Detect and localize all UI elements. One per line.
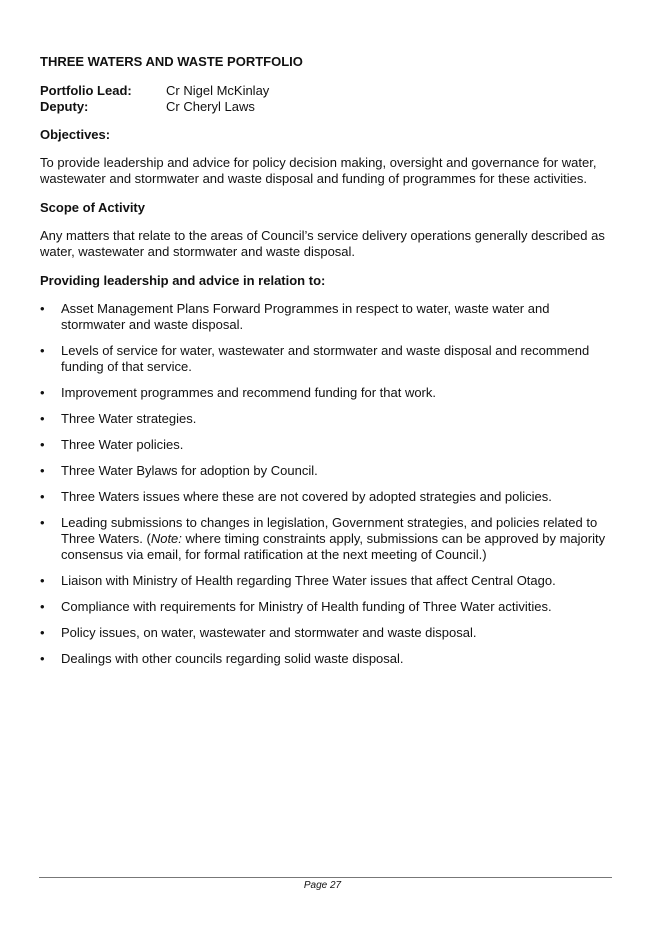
bullet-icon: •	[40, 625, 45, 640]
list-item	[40, 301, 615, 333]
list-item-text: Asset Management Plans Forward Programmes in respect to water, waste water and stormwater and waste disposal.	[61, 301, 550, 332]
list-item-text: Three Water policies.	[61, 437, 184, 452]
bullet-icon: •	[40, 301, 45, 316]
list-item	[40, 437, 615, 453]
bullet-icon: •	[40, 599, 45, 614]
bullet-icon: •	[40, 489, 45, 504]
bullet-icon: •	[40, 515, 45, 530]
bullet-icon: •	[40, 651, 45, 666]
note-label: Note:	[150, 531, 182, 546]
bullet-icon: •	[40, 437, 45, 452]
scope-heading: Scope of Activity	[40, 200, 145, 215]
deputy-value: Cr Cheryl Laws	[166, 99, 255, 114]
objectives-text: To provide leadership and advice for policy decision making, oversight and governance for water, wastewater and stormwater and waste disposal and funding of programmes for these activities.	[40, 155, 597, 186]
footer-divider	[39, 877, 612, 878]
bullet-icon: •	[40, 463, 45, 478]
list-item-text: Three Water strategies.	[61, 411, 197, 426]
objectives-heading: Objectives:	[40, 127, 111, 142]
list-item-text: Liaison with Ministry of Health regarding Three Water issues that affect Central Otago.	[61, 573, 556, 588]
portfolio-lead-value: Cr Nigel McKinlay	[166, 83, 270, 98]
list-item	[40, 625, 615, 641]
list-item	[40, 343, 615, 375]
list-item-text: Improvement programmes and recommend funding for that work.	[61, 385, 437, 400]
bullet-icon: •	[40, 411, 45, 426]
list-item	[40, 651, 615, 667]
list-item-text: Levels of service for water, wastewater and stormwater and waste disposal and recommend funding of that service.	[61, 343, 590, 374]
scope-text: Any matters that relate to the areas of Council’s service delivery operations generally described as water, wastewater and stormwater and waste disposal.	[40, 228, 605, 259]
list-item-text: Policy issues, on water, wastewater and stormwater and waste disposal.	[61, 625, 477, 640]
list-item	[40, 489, 615, 505]
submissions-text-before: Leading submissions to changes in legislation, Government strategies, and policies related to Three Waters. (	[61, 515, 598, 546]
submissions-text-after: where timing constraints apply, submissions can be approved by majority consensus via email, for formal ratification at the next meeting of Council.)	[61, 531, 606, 562]
list-item	[40, 411, 615, 427]
portfolio-lead-label: Portfolio Lead:	[40, 83, 132, 98]
list-item	[40, 573, 615, 589]
bullet-icon: •	[40, 385, 45, 400]
list-item-text: Compliance with requirements for Ministry of Health funding of Three Water activities.	[61, 599, 552, 614]
list-item	[40, 385, 615, 401]
portfolio-roles	[40, 83, 615, 114]
bullet-icon: •	[40, 573, 45, 588]
list-item-text: Dealings with other councils regarding solid waste disposal.	[61, 651, 404, 666]
list-item	[40, 599, 615, 615]
document-page	[40, 54, 615, 677]
list-item	[40, 463, 615, 479]
deputy-label: Deputy:	[40, 99, 89, 114]
list-item-text: Three Water Bylaws for adoption by Council.	[61, 463, 318, 478]
bullet-icon: •	[40, 343, 45, 358]
list-item-text: Three Waters issues where these are not covered by adopted strategies and policies.	[61, 489, 552, 504]
leadership-list	[40, 301, 615, 667]
list-item-text	[61, 515, 605, 562]
leadership-heading: Providing leadership and advice in relation to:	[40, 273, 326, 288]
page-title: THREE WATERS AND WASTE PORTFOLIO	[40, 54, 303, 69]
page-number: Page 27	[303, 880, 342, 891]
list-item-submissions	[40, 515, 615, 563]
